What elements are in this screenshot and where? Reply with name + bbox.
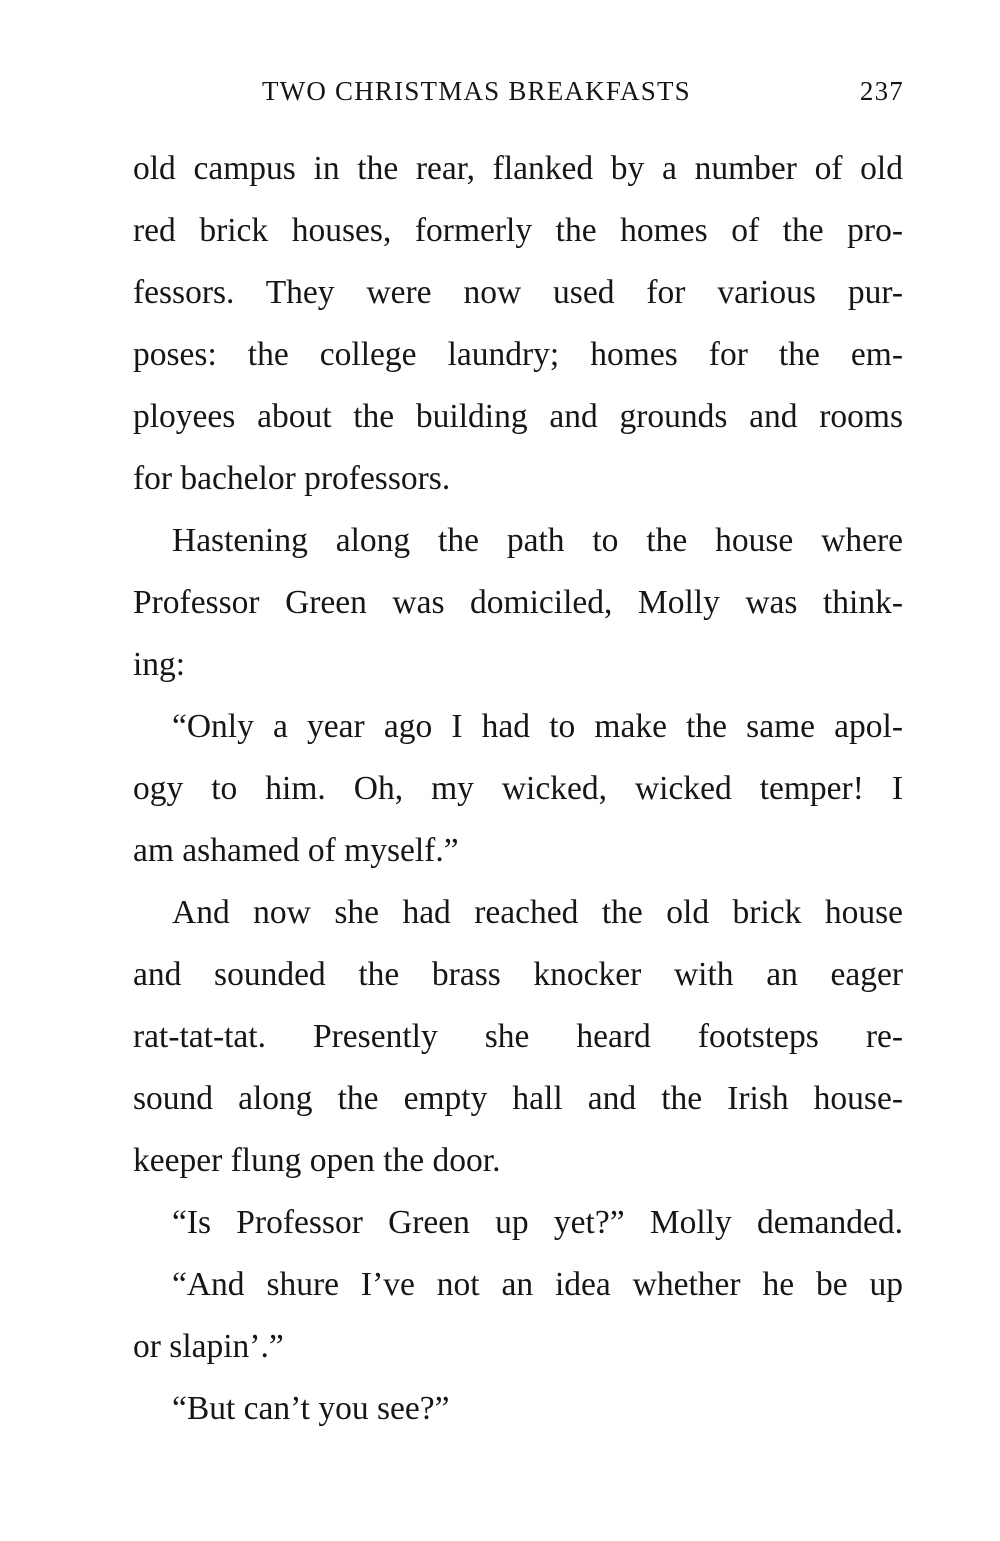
text-line: and sounded the brass knocker with an eager	[133, 956, 903, 993]
text-line: Hastening along the path to the house where	[172, 522, 903, 559]
text-line: Professor Green was domiciled, Molly was think-	[133, 584, 903, 621]
text-line: ployees about the building and grounds and rooms	[133, 398, 903, 435]
text-line: red brick houses, formerly the homes of the pro-	[133, 212, 903, 249]
running-header	[262, 76, 904, 116]
text-line: old campus in the rear, flanked by a number of old	[133, 150, 903, 187]
text-line: “Is Professor Green up yet?” Molly demanded.	[172, 1204, 903, 1241]
page-number: 237	[859, 76, 904, 106]
text-line: poses: the college laundry; homes for the em-	[133, 336, 903, 373]
text-line: am ashamed of myself.”	[133, 832, 459, 869]
text-line: ing:	[133, 646, 186, 683]
text-line: fessors. They were now used for various pur-	[133, 274, 903, 311]
text-line: for bachelor professors.	[133, 460, 451, 497]
text-line: “And shure I’ve not an idea whether he be up	[172, 1266, 903, 1303]
text-line: sound along the empty hall and the Irish house-	[133, 1080, 903, 1117]
text-line: keeper flung open the door.	[133, 1142, 501, 1179]
text-line: “Only a year ago I had to make the same apol-	[172, 708, 903, 745]
running-title: TWO CHRISTMAS BREAKFASTS	[262, 76, 691, 106]
text-line: “But can’t you see?”	[172, 1390, 450, 1427]
text-line: And now she had reached the old brick house	[172, 894, 903, 931]
text-line: or slapin’.”	[133, 1328, 284, 1365]
body-text	[133, 138, 903, 1440]
text-line: rat-tat-tat. Presently she heard footsteps re-	[133, 1018, 903, 1055]
text-line: ogy to him. Oh, my wicked, wicked temper! I	[133, 770, 903, 807]
